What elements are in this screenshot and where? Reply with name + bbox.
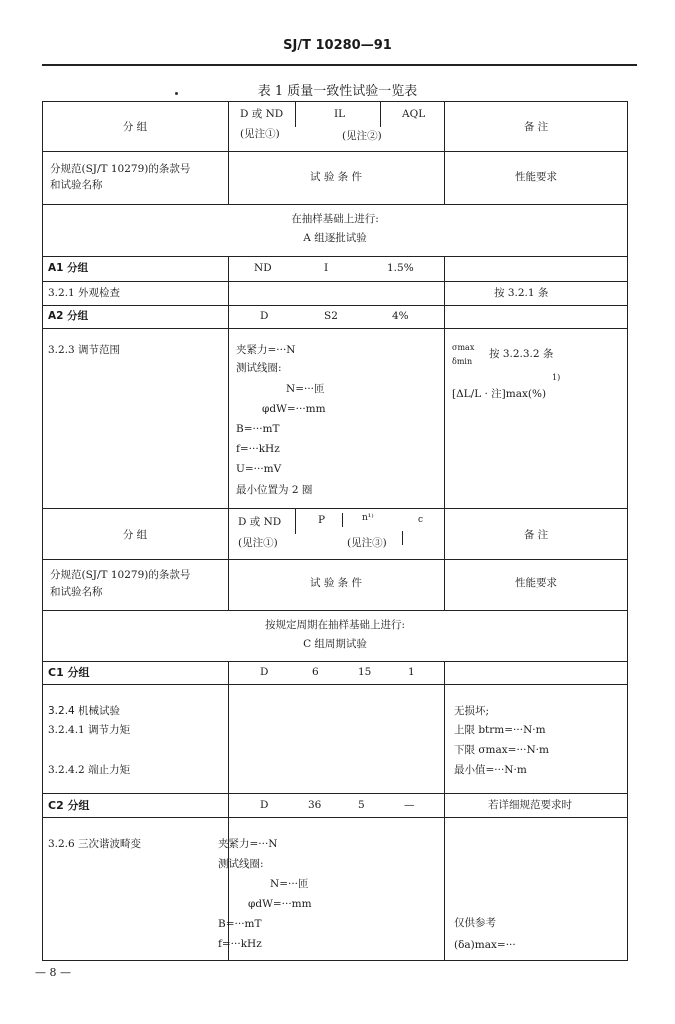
table-rule <box>42 281 628 282</box>
table-rule <box>42 684 628 685</box>
a2-test-name: 3.2.3 调节范围 <box>48 344 121 356</box>
performance-header: 性能要求 <box>515 171 557 183</box>
col-il-header: IL <box>334 108 346 120</box>
col-remark-header: 备 注 <box>523 121 549 133</box>
c1-req-4: 最小值=···N·m <box>454 764 527 776</box>
c2-n: 5 <box>358 799 365 811</box>
table-rule <box>42 508 628 509</box>
a2-condition: B=···mT <box>236 423 280 435</box>
c1-test-2: 3.2.4.1 调节力矩 <box>48 724 131 736</box>
quality-table <box>42 101 628 961</box>
a1-aql: 1.5% <box>387 262 414 274</box>
col-d-header-2: D 或 ND <box>238 516 282 528</box>
table-rule <box>295 508 296 534</box>
c1-req-1: 无损坏; <box>454 705 490 717</box>
table-rule <box>42 101 628 102</box>
a2-req: σmax <box>452 343 475 352</box>
c2-c: — <box>404 799 415 811</box>
col-d-note: (见注①) <box>240 128 280 140</box>
a2-s: S2 <box>324 310 338 322</box>
clause-header-b2: 和试验名称 <box>50 586 103 598</box>
a2-condition: 最小位置为 2 圈 <box>236 484 313 496</box>
table-rule <box>444 661 445 961</box>
clause-header-2: 和试验名称 <box>50 179 103 191</box>
col-p-note: (见注③) <box>347 537 387 549</box>
col-group-header: 分 组 <box>122 121 148 133</box>
a2-req: 1) <box>552 373 561 382</box>
table-rule <box>295 101 296 127</box>
a1-test-req: 按 3.2.1 条 <box>494 287 549 299</box>
table-rule <box>444 256 445 508</box>
c1-d: D <box>260 666 269 678</box>
table-rule <box>42 204 628 205</box>
col-d-note-2: (见注①) <box>238 537 278 549</box>
table-rule <box>228 256 229 508</box>
section-c-line2: C 组周期试验 <box>303 638 367 650</box>
a2-condition: 测试线圈: <box>236 362 282 374</box>
table-rule <box>42 151 628 152</box>
table-rule <box>42 793 628 794</box>
col-remark-header-2: 备 注 <box>523 529 549 541</box>
col-aql-header: AQL <box>402 108 426 120</box>
col-group-header-2: 分 组 <box>122 529 148 541</box>
c2-condition: 测试线圈: <box>218 858 264 870</box>
table-rule <box>42 610 628 611</box>
c1-c: 1 <box>408 666 415 678</box>
page-number: — 8 — <box>35 966 71 979</box>
a2-label: A2 分组 <box>48 310 89 322</box>
col-p-header: P <box>318 514 326 526</box>
section-a-line2: A 组逐批试验 <box>303 232 367 244</box>
table-rule <box>228 661 229 961</box>
c1-p: 6 <box>312 666 319 678</box>
a2-d: D <box>260 310 269 322</box>
a1-test-name: 3.2.1 外观检查 <box>48 287 121 299</box>
table-rule <box>42 559 628 560</box>
table-rule <box>42 305 628 306</box>
a2-req: [ΔL/L · 注]max(%) <box>452 388 547 400</box>
table-rule <box>42 817 628 818</box>
header-rule <box>42 64 637 66</box>
table-rule <box>42 328 628 329</box>
condition-header-b: 试 验 条 件 <box>309 577 362 589</box>
a2-condition: N=···匝 <box>286 383 325 395</box>
table-rule <box>402 531 403 545</box>
c1-test-3: 3.2.4.2 端止力矩 <box>48 764 131 776</box>
c2-remark: 若详细规范要求时 <box>488 799 572 811</box>
c2-condition: f=···kHz <box>218 938 262 950</box>
section-c-line1: 按规定周期在抽样基础上进行: <box>264 619 406 631</box>
a2-condition: 夹紧力=···N <box>236 344 296 356</box>
condition-header: 试 验 条 件 <box>309 171 362 183</box>
c2-condition: 夹紧力=···N <box>218 838 278 850</box>
c2-condition: B=···mT <box>218 918 262 930</box>
a2-condition: f=···kHz <box>236 443 280 455</box>
clause-header: 分规范(SJ/T 10279)的条款号 <box>50 163 191 175</box>
a1-il: I <box>324 262 329 274</box>
table-rule <box>342 513 343 527</box>
table-rule <box>42 661 628 662</box>
col-d-header: D 或 ND <box>240 108 284 120</box>
table-rule <box>228 508 229 610</box>
table-rule <box>444 508 445 610</box>
a2-condition: φdW=···mm <box>262 403 326 415</box>
col-c-header: c <box>418 515 424 525</box>
table-rule <box>380 101 381 127</box>
c1-label: C1 分组 <box>48 666 90 679</box>
c2-d: D <box>260 799 269 811</box>
a2-aql: 4% <box>392 310 409 322</box>
c2-test-name: 3.2.6 三次谐波畸变 <box>48 838 142 850</box>
c1-req-2: 上限 btrm=···N·m <box>454 724 546 736</box>
col-n-header: n¹⁾ <box>362 513 374 523</box>
c2-condition: φdW=···mm <box>248 898 312 910</box>
standard-number: SJ/T 10280—91 <box>283 38 392 53</box>
table-rule <box>444 101 445 204</box>
table-rule <box>42 960 628 961</box>
a1-label: A1 分组 <box>48 262 89 274</box>
c1-n: 15 <box>358 666 372 678</box>
c2-p: 36 <box>308 799 322 811</box>
table-caption: 表 1 质量一致性试验一览表 <box>257 84 418 99</box>
c2-condition: N=···匝 <box>270 878 309 890</box>
c2-label: C2 分组 <box>48 799 90 812</box>
col-il-note: (见注②) <box>342 130 382 142</box>
performance-header-b: 性能要求 <box>515 577 557 589</box>
table-rule <box>228 101 229 204</box>
table-rule <box>42 256 628 257</box>
c2-req-1: 仅供参考 <box>454 917 496 929</box>
c1-test-1: 3.2.4 机械试验 <box>48 705 121 717</box>
a2-req: δmin <box>452 357 473 366</box>
c2-req-2: (δa)max=··· <box>454 939 516 951</box>
a2-req: 按 3.2.3.2 条 <box>489 348 554 360</box>
a2-condition: U=···mV <box>236 463 282 475</box>
clause-header-b: 分规范(SJ/T 10279)的条款号 <box>50 569 191 581</box>
a1-nd: ND <box>254 262 272 274</box>
c1-req-3: 下限 σmax=···N·m <box>454 744 549 756</box>
section-a-line1: 在抽样基础上进行: <box>291 213 379 225</box>
